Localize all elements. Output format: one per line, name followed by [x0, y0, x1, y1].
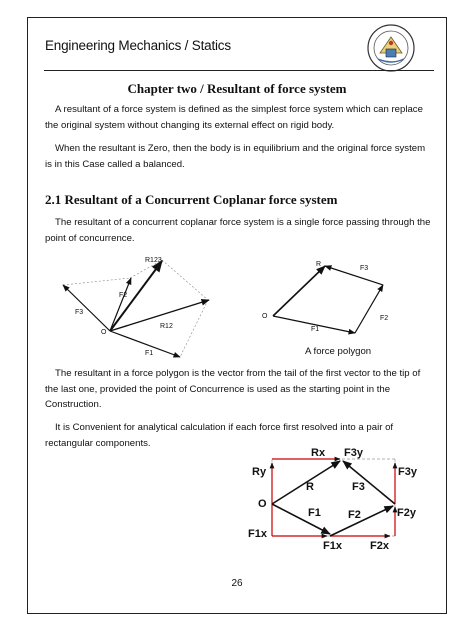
header-title: Engineering Mechanics / Statics [45, 38, 231, 53]
figure-caption: A force polygon [305, 346, 372, 357]
polygon-f2 [355, 285, 383, 333]
vector-r123 [110, 261, 162, 331]
construction-line [180, 300, 208, 357]
vector-f2 [330, 506, 393, 536]
label-r: R [306, 481, 314, 493]
vector-f3 [63, 285, 110, 331]
label-f1: F1 [308, 507, 321, 519]
label-f1x-left: F1x [248, 528, 267, 540]
label-f1: F1 [145, 350, 154, 357]
label-f2x: F2x [370, 540, 389, 552]
polygon-resultant [273, 266, 325, 316]
section-heading: 2.1 Resultant of a Concurrent Coplanar force system [45, 192, 338, 207]
vector-f1 [272, 504, 330, 534]
label-f2: F2 [380, 315, 389, 322]
label-f3y-top: F3y [344, 447, 363, 459]
paragraph-force-polygon: The resultant in a force polygon is the vector from the tail of the first vector to the tip of the last one, provided the point of Concurrence is used as the starting point in the Construction. [45, 368, 421, 410]
vector-f3 [343, 461, 395, 504]
label-f2y: F2y [397, 507, 416, 519]
label-origin: O [262, 313, 268, 320]
figure-rectangular-components [248, 447, 418, 552]
chapter-title: Chapter two / Resultant of force system [127, 81, 347, 96]
vector-f2 [110, 278, 131, 331]
page-number: 26 [231, 578, 243, 589]
paragraph-section-intro: The resultant of a concurrent coplanar force system is a single force passing through the point of concurrence. [45, 217, 431, 244]
label-f1: F1 [311, 326, 320, 333]
label-rx: Rx [311, 447, 326, 459]
figure-force-polygon [262, 261, 388, 333]
paragraph-resultant-definition: A resultant of a force system is defined as the simplest force system which can replace the original system without changing its external effect on rigid body. [45, 104, 423, 131]
construction-line [63, 278, 130, 285]
label-f3: F3 [352, 481, 365, 493]
label-r123: R123 [145, 257, 162, 264]
label-ry: Ry [252, 466, 267, 478]
label-f2: F2 [348, 509, 361, 521]
label-r12: R12 [160, 323, 173, 330]
label-r: R [316, 261, 322, 268]
paragraph-equilibrium: When the resultant is Zero, then the body is in equilibrium and the original force system is in this Case called a balanced. [45, 143, 426, 170]
construction-line [162, 260, 208, 300]
polygon-f3 [325, 266, 383, 285]
label-f3y-right: F3y [398, 466, 417, 478]
label-f3: F3 [75, 309, 84, 316]
label-f2: F2 [119, 292, 128, 299]
figure-concurrent-forces [63, 257, 209, 357]
label-origin: O [101, 329, 107, 336]
label-f1x-bottom: F1x [323, 540, 342, 552]
label-origin: O [258, 498, 267, 510]
paragraph-rectangular-components: It is Convenient for analytical calculation if each force first resolved into a pair of rectangular components. [45, 422, 394, 449]
label-f3: F3 [360, 265, 369, 272]
